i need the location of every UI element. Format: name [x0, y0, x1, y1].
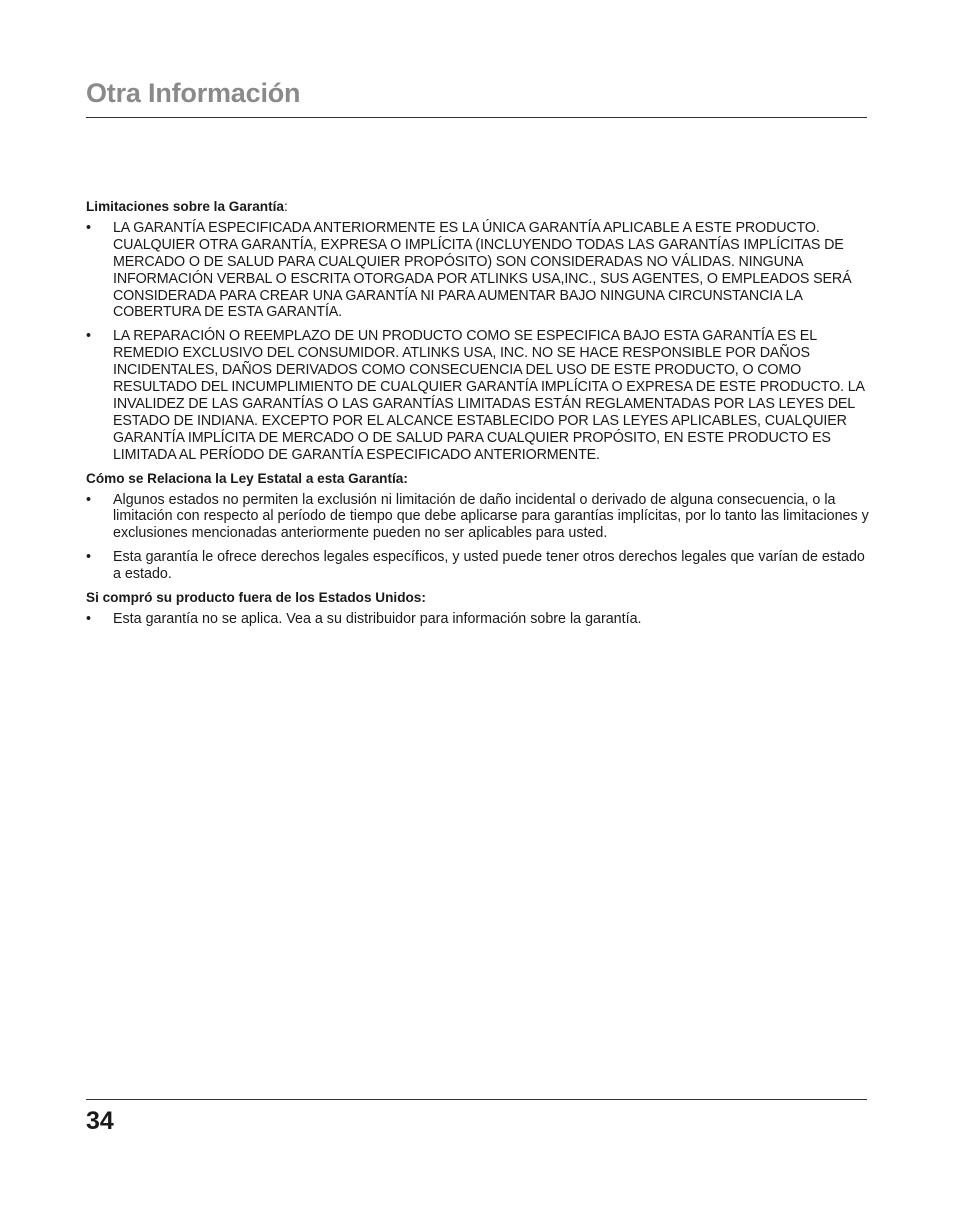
list-item-text: LA REPARACIÓN O REEMPLAZO DE UN PRODUCTO COMO SE ESPECIFICA BAJO ESTA GARANTÍA ES EL REMEDIO EXCLUSIVO DEL CONSUMIDOR. ATLINKS USA, INC. NO SE HACE RESPONSIBLE POR DAÑOS INCIDENTALES, DAÑOS DERIVADOS COMO CONSECUENCIA DEL USO DE ESTE PRODUCTO, O COMO RESULTADO DEL INCUMPLIMIENTO DE CUALQUIER GARANTÍA IMPLÍCITA O EXPRESA DE ESTE PRODUCTO. LA INVALIDEZ DE LAS GARANTÍAS O LAS GARANTÍAS LIMITADAS ESTÁN REGLAMENTADAS POR LAS LEYES DEL ESTADO DE INDIANA. EXCEPTO POR EL ALCANCE ESTABLECIDO POR LAS LEYES APLICABLES, CUALQUIER GARANTÍA IMPLÍCITA DE MERCADO O DE SALUD PARA CUALQUIER PROPÓSITO, EN ESTE PRODUCTO ES LIMITADA AL PERÍODO DE GARANTÍA ESPECIFICADO ANTERIORMENTE. — [113, 328, 865, 463]
bullet-list-limitations — [86, 220, 870, 464]
bullet-icon: • — [86, 328, 91, 345]
section-heading-state-law: Cómo se Relaciona la Ley Estatal a esta Garantía: — [86, 470, 408, 486]
page-number: 34 — [86, 1107, 114, 1135]
bullet-icon: • — [86, 610, 92, 627]
list-item — [86, 549, 870, 583]
footer-divider — [86, 1099, 867, 1100]
section-heading-text: Limitaciones sobre la Garantía — [86, 199, 284, 214]
section-heading-limitations — [86, 199, 870, 216]
section-heading-outside-us: Si compró su producto fuera de los Estados Unidos: — [86, 590, 426, 606]
warranty-content — [86, 199, 870, 635]
list-item — [86, 328, 870, 463]
list-item-text: LA GARANTÍA ESPECIFICADA ANTERIORMENTE ES LA ÚNICA GARANTÍA APLICABLE A ESTE PRODUCTO. CUALQUIER OTRA GARANTÍA, EXPRESA O IMPLÍCITA (INCLUYENDO TODAS LAS GARANTÍAS IMPLÍCITAS DE MERCADO O DE SALUD PARA CUALQUIER PROPÓSITO) SON CONSIDERADAS NO VÁLIDAS. NINGUNA INFORMACIÓN VERBAL O ESCRITA OTORGADA POR ATLINKS USA,INC., SUS AGENTES, O EMPLEADOS SERÁ CONSIDERADA PARA CREAR UNA GARANTÍA NI PARA AUMENTAR BAJO NINGUNA CIRCUNSTANCIA LA COBERTURA DE ESTA GARANTÍA. — [113, 219, 852, 321]
page-title: Otra Información — [86, 78, 301, 108]
bullet-list-state-law — [86, 492, 870, 584]
list-item — [86, 492, 870, 543]
bullet-icon: • — [86, 549, 92, 566]
bullet-list-outside-us — [86, 611, 870, 628]
section-heading-colon: : — [283, 199, 288, 214]
list-item — [86, 611, 870, 628]
bullet-icon: • — [86, 491, 92, 508]
header-divider — [86, 117, 867, 118]
list-item-text: Esta garantía le ofrece derechos legales específicos, y usted puede tener otros derechos legales que varían de estado a estado. — [113, 549, 865, 583]
list-item-text: Esta garantía no se aplica. Vea a su distribuidor para información sobre la garantía. — [113, 610, 642, 627]
list-item — [86, 220, 870, 321]
bullet-icon: • — [86, 219, 91, 236]
list-item-text: Algunos estados no permiten la exclusión ni limitación de daño incidental o derivado de alguna consecuencia, o la limitación con respecto al período de tiempo que debe aplicarse para garantías implícitas, por lo tanto las limitaciones y exclusiones mencionadas anteriormente pueden no ser aplicables para usted. — [113, 491, 869, 542]
